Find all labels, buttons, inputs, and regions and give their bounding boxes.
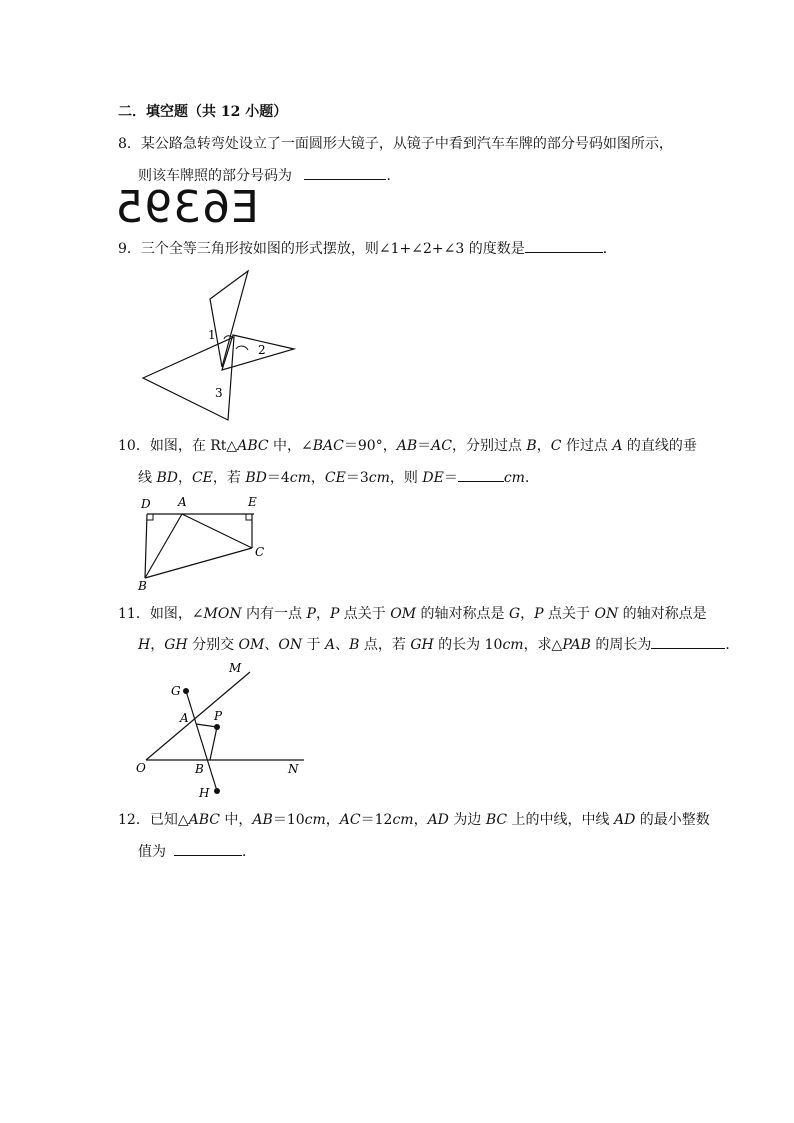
q12-line2 [138, 841, 256, 862]
q11-label-M: M [229, 661, 242, 675]
q11-t1: 11．如图，∠ [118, 606, 204, 622]
q10-u9: ， [310, 470, 325, 486]
q12-t10: cm [392, 812, 414, 828]
q10-u7: ＝4 [266, 470, 290, 486]
q10-t15: 的直线的垂 [622, 438, 697, 454]
q11-label-B: B [195, 762, 204, 776]
q11-u2: ， [150, 637, 165, 653]
q11-label-H: H [199, 786, 210, 800]
q9-triangle-left [143, 337, 234, 420]
q10-label-A: A [178, 495, 187, 509]
section-title: 二．填空题（共 12 小题） [118, 104, 288, 120]
q11-u9: A [324, 637, 336, 653]
q12-u1: 值为 [138, 844, 166, 860]
q12-t17: 的最小整数 [635, 812, 710, 828]
q11-line1 [118, 604, 707, 624]
q11-t9: 的轴对称点是 [416, 606, 509, 622]
q9-end: ． [602, 241, 617, 257]
q10-t6: AB [396, 438, 418, 454]
q10-u11: ＝3 [345, 470, 369, 486]
q8-answer-blank [304, 165, 386, 180]
q10-t5: ＝90°， [343, 438, 397, 454]
q11-u5: OM [238, 637, 265, 653]
q12-t14: BC [485, 812, 508, 828]
q9-figure [138, 266, 300, 426]
q11-u1: H [138, 637, 151, 653]
q10-t9: ，分别过点 [451, 438, 527, 454]
q10-t2: ABC [237, 438, 269, 454]
q11-u16: ，求△ [523, 637, 563, 653]
q10-u8: cm [289, 470, 311, 486]
q11-u7: ON [278, 637, 303, 653]
q11-t14: ON [594, 606, 619, 622]
q10-t11: ， [536, 438, 551, 454]
q11-t5: ， [315, 606, 330, 622]
q11-point-P [214, 724, 220, 730]
q10-label-B: B [138, 579, 147, 592]
q9-label-2: 2 [258, 343, 266, 357]
q11-line2 [138, 634, 739, 655]
q9-label-1: 1 [208, 328, 216, 342]
q11-segment-PA [196, 724, 217, 727]
q11-u8: 于 [302, 637, 325, 653]
q10-label-D: D [141, 497, 151, 511]
q11-point-H [214, 788, 220, 794]
q11-u4: 分别交 [187, 637, 239, 653]
q11-label-N: N [288, 762, 299, 776]
q10-t7: ＝ [417, 438, 432, 454]
q11-answer-blank [651, 634, 725, 649]
q11-t6: P [329, 606, 340, 622]
q11-u13: GH [410, 637, 434, 653]
q9-label-3: 3 [215, 386, 223, 400]
q12-t11: ， [413, 812, 428, 828]
q10-t12: C [550, 438, 562, 454]
q11-ray-OM [146, 672, 250, 760]
q10-right-angle-D [147, 514, 153, 520]
q10-t3: 中，∠ [268, 438, 313, 454]
q10-u2: BD [156, 470, 178, 486]
q11-t8: OM [390, 606, 417, 622]
q10-line2 [138, 467, 539, 488]
q9-line1 [118, 238, 617, 259]
q10-right-angle-E [246, 514, 252, 520]
q12-t1: 12．已知△ [118, 812, 189, 828]
q11-t13: 点关于 [543, 606, 595, 622]
mirrored-plate-number: E6395 [114, 182, 259, 233]
q12-t2: ABC [188, 812, 220, 828]
q11-u11: B [349, 637, 360, 653]
q12-t4: AB [252, 812, 273, 828]
q10-u12: cm [368, 470, 390, 486]
q12-t7: ， [325, 812, 340, 828]
q11-label-O: O [136, 761, 146, 775]
q10-u17: ． [524, 470, 539, 486]
q11-t7: 点关于 [339, 606, 391, 622]
q12-t3: 中， [219, 812, 253, 828]
q9-triangle-top [210, 271, 248, 367]
q8-line1: 8．某公路急转弯处设立了一面圆形大镜子，从镜子中看到汽车车牌的部分号码如图所示， [118, 136, 673, 152]
q9-angle2-arc [236, 346, 248, 350]
q11-label-G: G [171, 684, 181, 698]
q11-segment-GH [186, 691, 217, 791]
q10-t8: AC [431, 438, 452, 454]
q10-figure [134, 492, 274, 592]
q10-label-C: C [255, 545, 265, 559]
q9-text: 9．三个全等三角形按如图的形式摆放，则∠1+∠2+∠3 的度数是 [118, 241, 525, 257]
q10-line-AC [182, 514, 252, 548]
q10-line-BD [145, 514, 147, 578]
q12-t12: AD [427, 812, 449, 828]
q10-u4: CE [191, 470, 213, 486]
q10-line-AB [145, 514, 182, 578]
q10-line1 [118, 436, 697, 456]
q11-t15: 的轴对称点是 [618, 606, 707, 622]
q8-end: ． [386, 168, 401, 184]
q10-u3: ， [177, 470, 192, 486]
q11-label-P: P [214, 709, 223, 723]
q12-line1 [118, 810, 710, 830]
q10-t10: B [526, 438, 537, 454]
q10-answer-blank [458, 467, 504, 482]
q11-figure [132, 656, 312, 806]
q12-answer-blank [174, 841, 242, 856]
q11-segment-PB [210, 727, 217, 760]
q11-t4: P [306, 606, 316, 622]
q12-t16: AD [613, 812, 636, 828]
q11-u19: ． [725, 637, 740, 653]
q10-t13: 作过点 [561, 438, 613, 454]
q11-u18: 的周长为 [590, 637, 652, 653]
q11-u14: 的长为 10 [433, 637, 503, 653]
q8-text: 则该车牌照的部分号码为 [138, 168, 292, 184]
q11-label-A: A [180, 711, 189, 725]
q10-t1: 10．如图，在 Rt△ [118, 438, 238, 454]
q11-u3: GH [164, 637, 188, 653]
q11-u6: 、 [264, 637, 279, 653]
q11-u10: 、 [335, 637, 350, 653]
q11-t12: P [534, 606, 544, 622]
q10-u10: CE [324, 470, 346, 486]
q10-u15: ＝ [443, 470, 458, 486]
q11-t2: MON [203, 606, 242, 622]
q11-t11: ， [520, 606, 535, 622]
q12-t13: 为边 [448, 812, 486, 828]
q12-t15: 上的中线，中线 [507, 812, 614, 828]
q11-u17: PAB [562, 637, 591, 653]
q12-u2: ． [242, 844, 256, 860]
q12-t6: cm [304, 812, 326, 828]
q12-t9: ＝12 [360, 812, 393, 828]
q12-t5: ＝10 [272, 812, 305, 828]
q11-point-G [183, 688, 189, 694]
q10-u5: ，若 [212, 470, 246, 486]
q10-u14: DE [422, 470, 444, 486]
q10-u13: ，则 [389, 470, 423, 486]
q9-answer-blank [525, 238, 603, 253]
q10-t4: BAC [312, 438, 344, 454]
q10-u16: cm [503, 470, 525, 486]
q10-u6: BD [245, 470, 267, 486]
q11-u12: 点，若 [359, 637, 411, 653]
q10-u1: 线 [138, 470, 157, 486]
q10-label-E: E [248, 495, 257, 509]
q12-t8: AC [339, 812, 361, 828]
q10-line-BC [145, 548, 252, 578]
q11-t10: G [508, 606, 521, 622]
q11-t3: 内有一点 [241, 606, 307, 622]
q11-u15: cm [502, 637, 524, 653]
q10-t14: A [612, 438, 623, 454]
